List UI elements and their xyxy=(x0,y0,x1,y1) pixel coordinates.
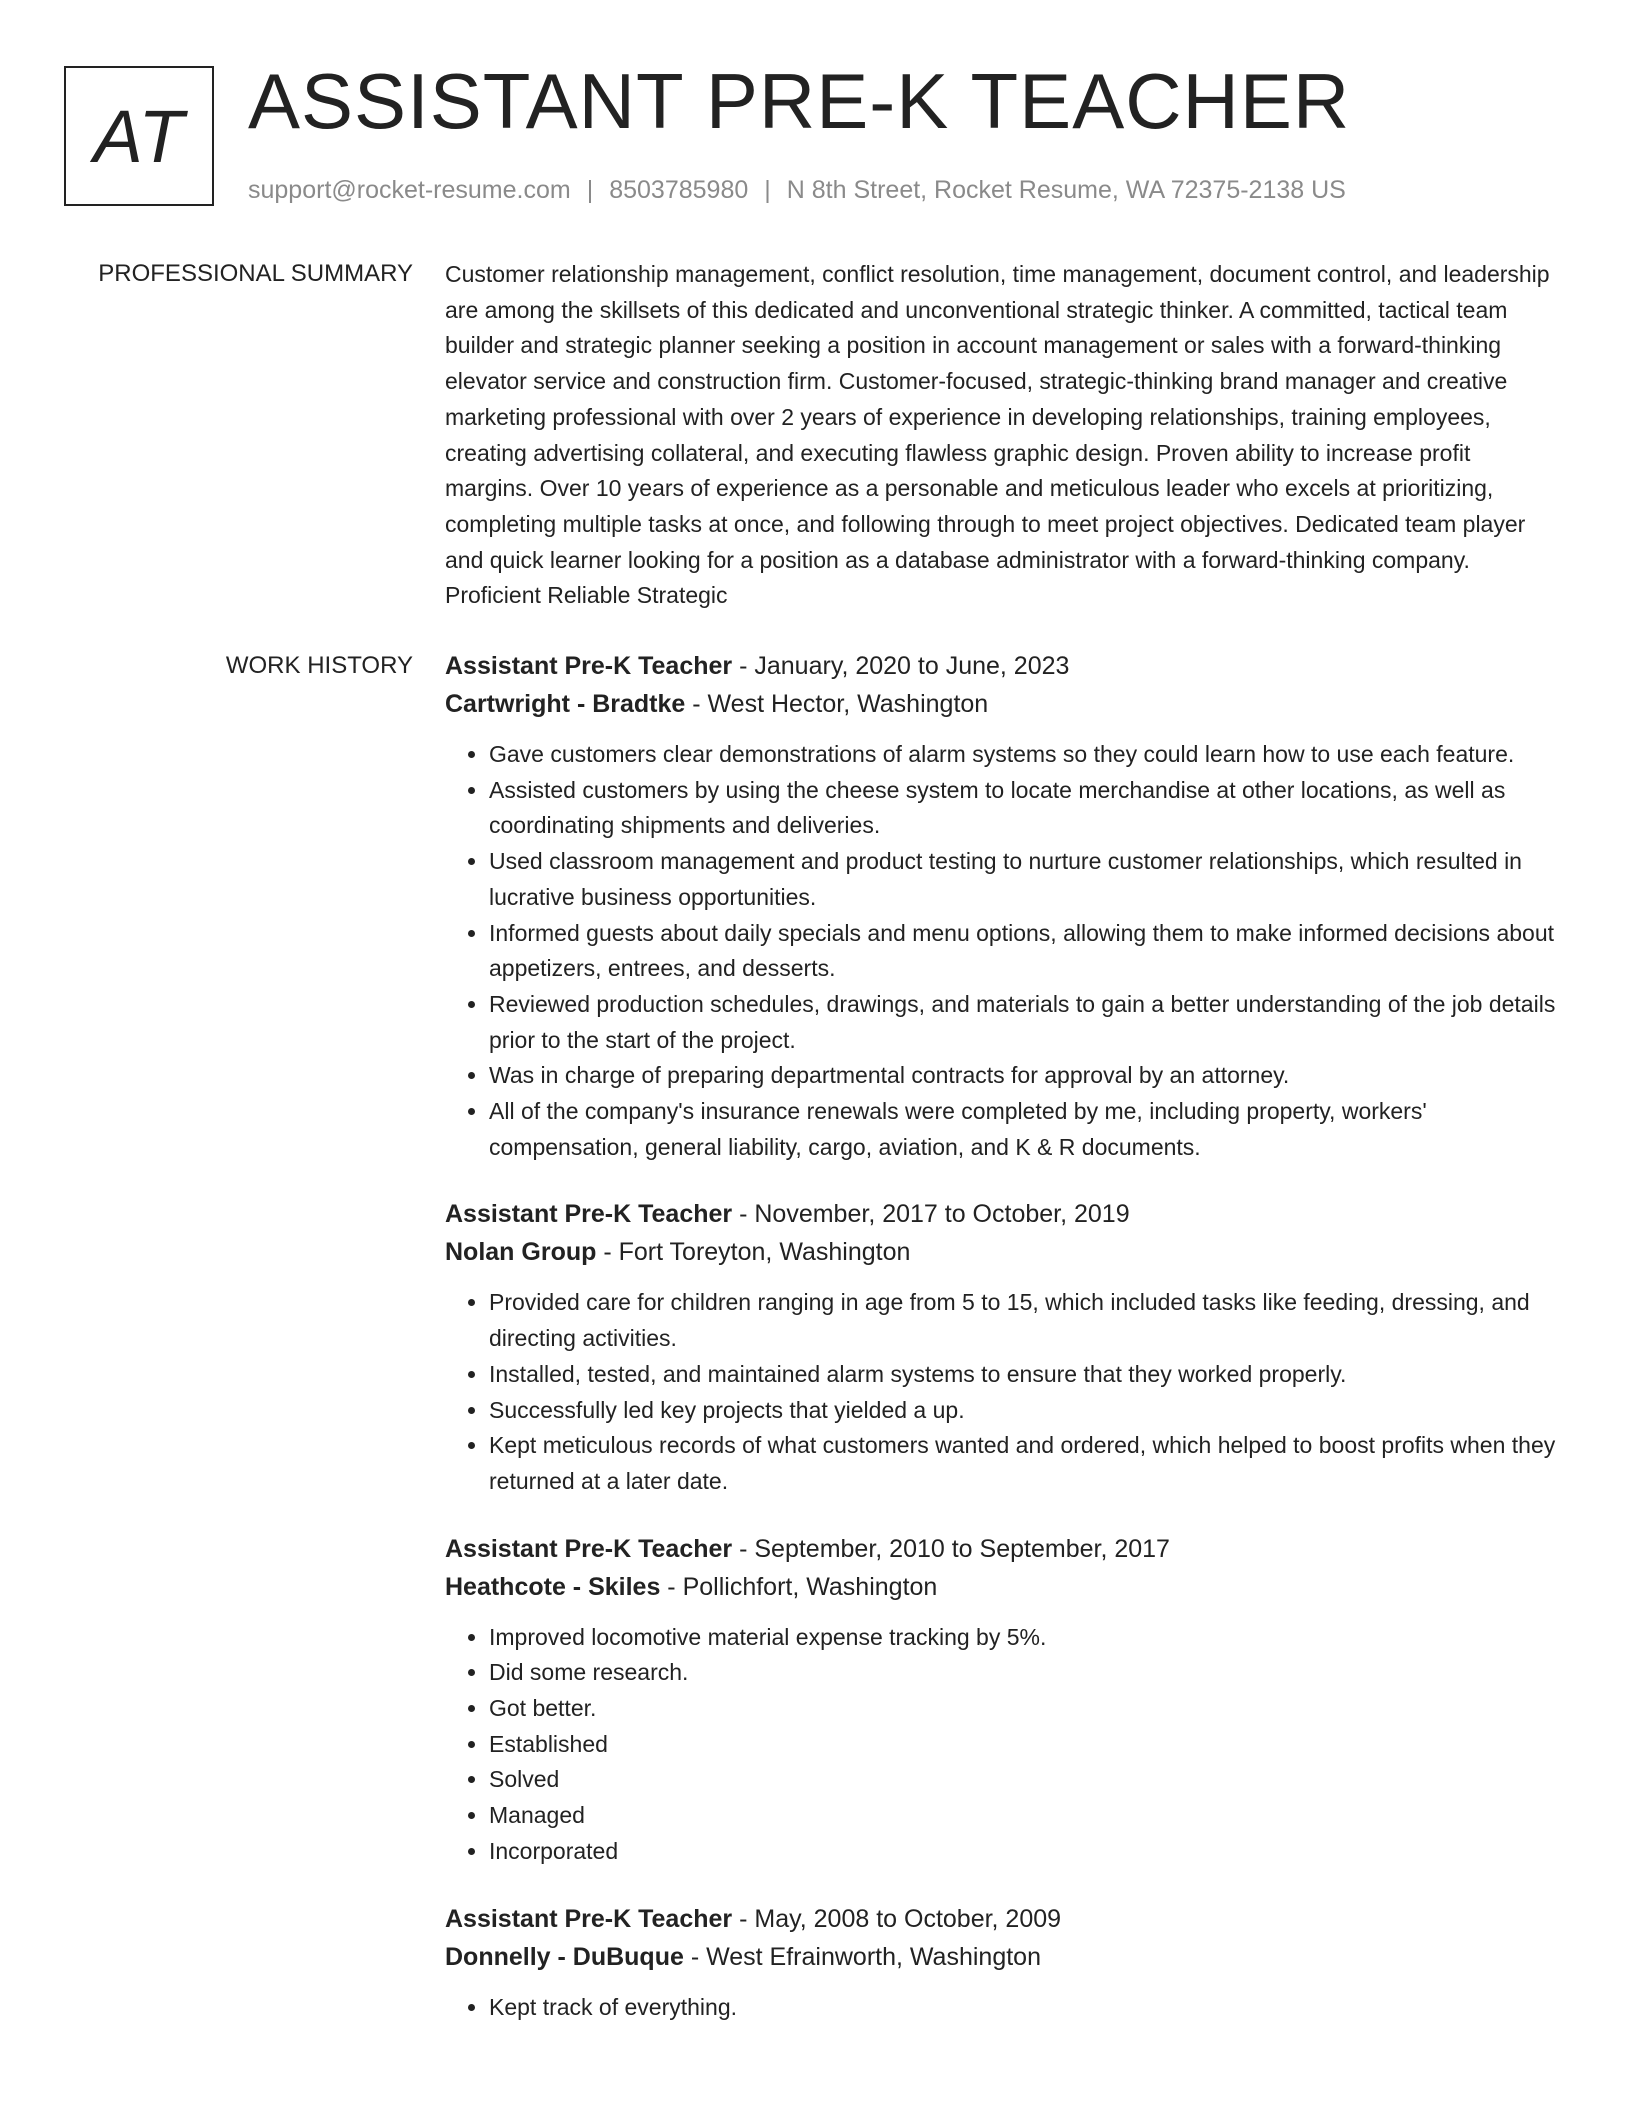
job-company-line xyxy=(445,1938,1560,1976)
job-bullets xyxy=(445,1285,1560,1499)
job-bullet: • Kept meticulous records of what customers wanted and ordered, which helped to boost profits when they returned at a later date. xyxy=(489,1428,1560,1499)
job-location: - Fort Toreyton, Washington xyxy=(596,1238,911,1267)
contact-separator: | xyxy=(764,176,771,204)
job-bullet: • Established xyxy=(489,1727,1560,1763)
job-bullet: • Was in charge of preparing departmental contracts for approval by an attorney. xyxy=(489,1058,1560,1094)
job-bullet: • Solved xyxy=(489,1762,1560,1798)
job-entry xyxy=(445,1900,1560,2026)
job-company: Cartwright - Bradtke xyxy=(445,690,686,718)
job-title-line xyxy=(445,647,1560,685)
job-title-line xyxy=(445,1900,1560,1938)
job-dates: - May, 2008 to October, 2009 xyxy=(732,1904,1062,1933)
job-company: Nolan Group xyxy=(445,1238,597,1267)
job-bullet: • Used classroom management and product testing to nurture customer relationships, which resulted in lucrative business opportunities. xyxy=(489,844,1560,915)
job-bullet: • Installed, tested, and maintained alarm systems to ensure that they worked properly. xyxy=(489,1357,1560,1393)
job-bullet: • Provided care for children ranging in age from 5 to 15, which included tasks like feeding, dressing, and directing activities. xyxy=(489,1285,1560,1356)
job-company-line xyxy=(445,1568,1560,1606)
job-location: - West Efrainworth, Washington xyxy=(683,1942,1041,1971)
summary-section xyxy=(445,257,1560,614)
job-company: Donnelly - DuBuque xyxy=(445,1942,684,1971)
job-title: Assistant Pre-K Teacher xyxy=(445,1200,733,1229)
job-company-line xyxy=(445,685,1560,723)
job-dates: - September, 2010 to September, 2017 xyxy=(732,1534,1170,1563)
job-bullet: • Reviewed production schedules, drawings, and materials to gain a better understanding of the job details prior to the start of the project. xyxy=(489,987,1560,1058)
job-bullet: • All of the company's insurance renewals were completed by me, including property, workers' compensation, general liability, cargo, aviation, and K & R documents. xyxy=(489,1094,1560,1165)
summary-section-label: PROFESSIONAL SUMMARY xyxy=(98,260,413,287)
job-bullets xyxy=(445,737,1560,1165)
work-history-section xyxy=(445,647,1560,2055)
summary-text: Customer relationship management, conflict resolution, time management, document control, and leadership are among the skillsets of this dedicated and unconventional strategic thinker. A committed, tactical team builder and strategic planner seeking a position in account management or sales with a forward-thinking elevator service and construction firm. Customer-focused, strategic-thinking brand manager and creative marketing professional with over 2 years of experience in developing relationships, training employees, creating advertising collateral, and executing flawless graphic design. Proven ability to increase profit margins. Over 10 years of experience as a personable and meticulous leader who excels at prioritizing, completing multiple tasks at once, and following through to meet project objectives. Dedicated team player and quick learner looking for a position as a database administrator with a forward-thinking company. Proficient Reliable Strategic xyxy=(445,261,1550,609)
contact-phone: 8503785980 xyxy=(609,176,749,204)
job-bullet: • Got better. xyxy=(489,1691,1560,1727)
job-company: Heathcote - Skiles xyxy=(445,1572,661,1601)
job-bullets xyxy=(445,1620,1560,1870)
job-bullet: • Kept track of everything. xyxy=(489,1990,1560,2026)
job-title: Assistant Pre-K Teacher xyxy=(445,1534,733,1563)
job-bullet: • Incorporated xyxy=(489,1834,1560,1870)
job-bullet: • Improved locomotive material expense tracking by 5%. xyxy=(489,1620,1560,1656)
job-company-line xyxy=(445,1233,1560,1271)
job-bullet: • Did some research. xyxy=(489,1655,1560,1691)
job-title-line xyxy=(445,1530,1560,1568)
job-bullets xyxy=(445,1990,1560,2026)
job-entry xyxy=(445,647,1560,1165)
contact-line xyxy=(248,173,1346,207)
contact-separator: | xyxy=(586,176,594,204)
job-bullet: • Gave customers clear demonstrations of alarm systems so they could learn how to use each feature. xyxy=(489,737,1560,773)
job-bullet: • Managed xyxy=(489,1798,1560,1834)
resume-title: ASSISTANT PRE-K TEACHER xyxy=(248,57,1351,145)
job-bullet: • Successfully led key projects that yielded a up. xyxy=(489,1393,1560,1429)
job-dates: - November, 2017 to October, 2019 xyxy=(732,1200,1130,1229)
job-title: Assistant Pre-K Teacher xyxy=(445,1904,733,1933)
job-bullet: • Assisted customers by using the cheese system to locate merchandise at other locations, as well as coordinating shipments and deliveries. xyxy=(489,773,1560,844)
contact-address: N 8th Street, Rocket Resume, WA 72375-2138 US xyxy=(786,176,1346,204)
job-entry xyxy=(445,1530,1560,1870)
contact-email: support@rocket-resume.com xyxy=(248,176,571,204)
job-title-line xyxy=(445,1195,1560,1233)
job-entry xyxy=(445,1195,1560,1499)
job-location: - Pollichfort, Washington xyxy=(660,1572,938,1601)
job-dates: - January, 2020 to June, 2023 xyxy=(732,652,1070,680)
work-history-section-label: WORK HISTORY xyxy=(225,652,413,679)
job-location: - West Hector, Washington xyxy=(685,690,989,718)
monogram-box xyxy=(64,66,214,206)
job-bullet: • Informed guests about daily specials and menu options, allowing them to make informed decisions about appetizers, entrees, and desserts. xyxy=(489,916,1560,987)
monogram-initials: AT xyxy=(93,94,185,178)
job-title: Assistant Pre-K Teacher xyxy=(445,652,733,680)
